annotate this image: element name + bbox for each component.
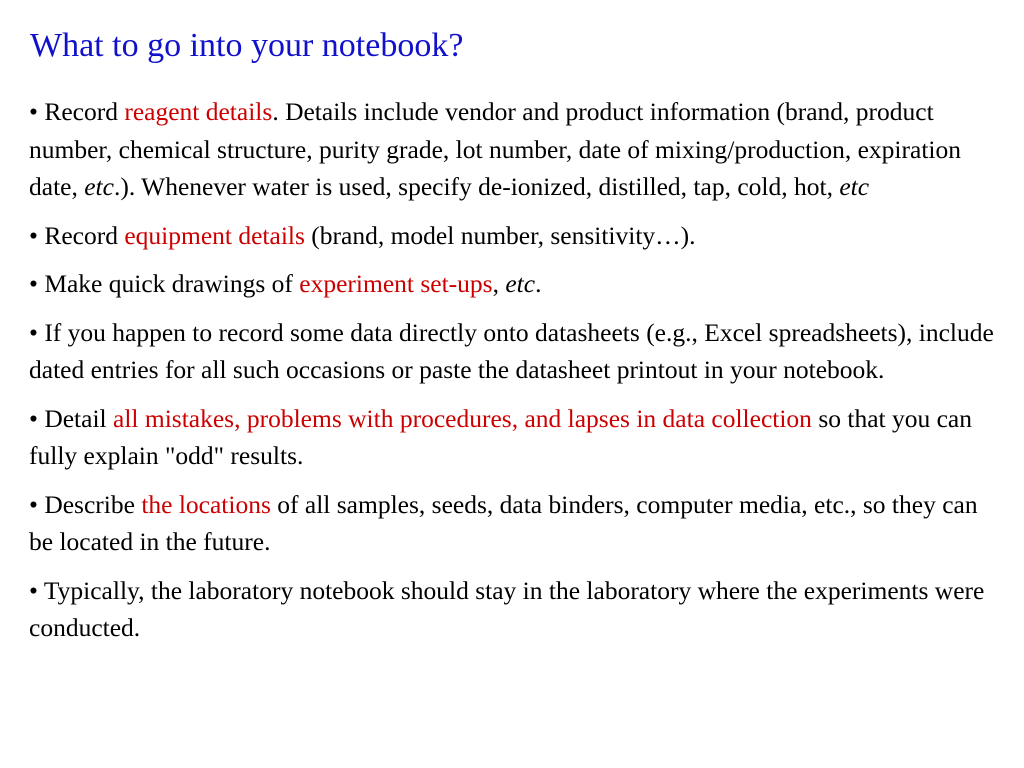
bullet-text: . [535, 269, 542, 298]
bullet-text: (brand, model number, sensitivity…). [304, 220, 696, 250]
bullet-text: Describe [44, 489, 142, 519]
slide-title: What to go into your notebook? [30, 27, 464, 64]
bullet-notebook-location [29, 572, 1004, 647]
bullet-experiment-setups [29, 265, 1004, 303]
bullet-equipment-details [29, 217, 1004, 255]
bullet-list [29, 93, 1004, 658]
bullet-text: , [492, 269, 506, 298]
bullet-marker: • [29, 97, 45, 126]
bullet-marker: • [29, 317, 45, 347]
bullet-marker: • [29, 220, 45, 250]
italic-text: etc [505, 269, 536, 298]
bullet-text: Record [44, 97, 125, 126]
bullet-locations [29, 486, 1004, 561]
bullet-marker: • [29, 403, 45, 433]
bullet-text: of all samples, seeds, data binders, computer media, etc., so they can be located in the future. [29, 489, 978, 556]
italic-text: etc [839, 172, 870, 201]
bullet-text: .). Whenever water is used, specify de-ionized, distilled, tap, cold, hot, [113, 172, 840, 201]
bullet-text: Detail [44, 403, 113, 433]
bullet-marker: • [29, 269, 45, 298]
italic-text: etc [84, 172, 114, 201]
highlight-text: equipment details [124, 220, 305, 250]
highlight-text: experiment set-ups [299, 269, 493, 298]
highlight-text: the locations [141, 489, 271, 519]
bullet-text: so that you can fully explain "odd" results. [29, 403, 972, 470]
bullet-text: Record [44, 220, 125, 250]
highlight-text: all mistakes, problems with procedures, and lapses in data collection [113, 403, 812, 433]
bullet-marker: • [29, 575, 44, 605]
bullet-text: . Details include vendor and product information (brand, product number, chemical structure, purity grade, lot number, date of mixing/production, expiration date, [29, 97, 961, 201]
bullet-text: Make quick drawings of [44, 269, 300, 298]
highlight-text: reagent details [124, 97, 273, 126]
bullet-datasheets [29, 314, 1004, 389]
bullet-text: Typically, the laboratory notebook should stay in the laboratory where the experiments were conducted. [29, 575, 985, 642]
bullet-text: If you happen to record some data directly onto datasheets (e.g., Excel spreadsheets), include dated entries for all such occasions or paste the datasheet printout in your notebook. [29, 317, 994, 384]
bullet-reagent-details [29, 93, 1004, 206]
bullet-mistakes [29, 400, 1004, 475]
bullet-marker: • [29, 489, 45, 519]
